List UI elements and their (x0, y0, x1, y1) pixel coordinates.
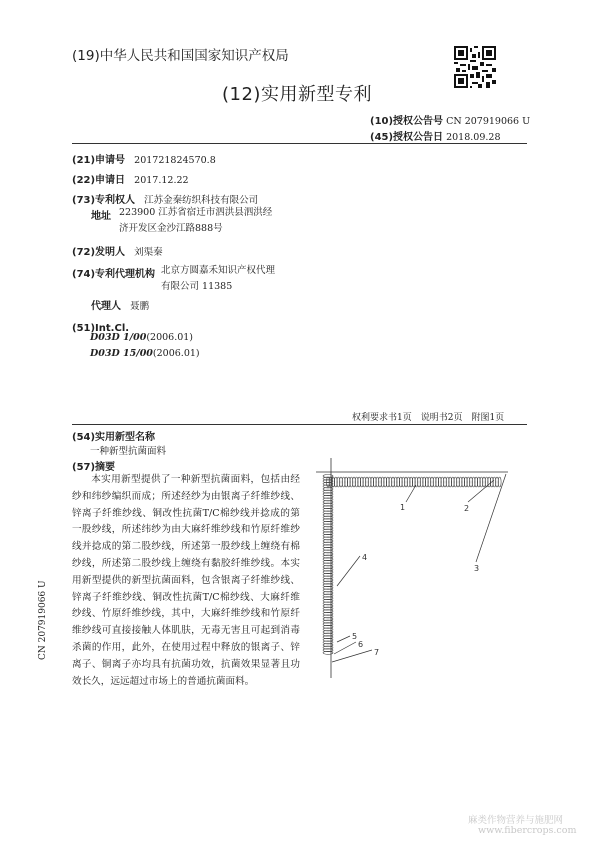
filing-date: 2017.12.22 (134, 175, 189, 186)
patentee-label: (73)专利权人 (72, 195, 136, 206)
int-cl-code: D03D 15/00 (90, 348, 153, 359)
patentee: 江苏金秦纺织科技有限公司 (144, 195, 259, 206)
figure-label-4: 4 (362, 553, 368, 562)
figure-label-5: 5 (352, 632, 358, 641)
filing-date-label: (22)申请日 (72, 175, 126, 186)
int-cl-entry (90, 332, 193, 343)
qr-code-icon (454, 46, 496, 88)
publication-date: 2018.09.28 (446, 132, 501, 143)
address-line-1: 223900 江苏省宿迁市泗洪县泗洪经 (119, 207, 273, 218)
address-line-2: 济开发区金沙江路888号 (119, 223, 223, 234)
address-label: 地址 (91, 211, 111, 222)
figure-label-2: 2 (464, 504, 470, 513)
publication-number-label: (10)授权公告号 (370, 116, 444, 127)
leader-line-1 (406, 485, 416, 502)
utility-model-title: 一种新型抗菌面料 (90, 446, 167, 457)
leader-line-3 (476, 474, 506, 562)
agent-label: 代理人 (91, 301, 121, 312)
int-cl-version: (2006.01) (152, 348, 200, 359)
document-type-title: (12)实用新型专利 (222, 84, 372, 105)
figure-label-6: 6 (358, 640, 364, 649)
header-divider (72, 143, 527, 144)
agency-label: (74)专利代理机构 (72, 269, 156, 280)
leader-line-4 (337, 556, 360, 586)
agent: 聂鹏 (130, 301, 150, 312)
abstract-body (72, 472, 300, 690)
biblio-divider (72, 424, 527, 425)
office-name: (19)中华人民共和国国家知识产权局 (72, 48, 289, 64)
abstract-text: 本实用新型提供了一种新型抗菌面料，包括由经纱和纬纱编织而成；所述经纱为由银离子纤维纱线、锌离子纤维纱线、铜改性抗菌T/C棉纱线并捻成的第一股纱线，所述纬纱为由大麻纤维纱线和竹原纤维纱线并捻成的第二股纱线，所述第一股纱线上缠绕有棉纱线，所述第二股纱线上缠绕有黏胶纤维纱线。本实用新型提供的新型抗菌面料，包含银离子纤维纱线、锌离子纤维纱线、铜改性抗菌T/C棉纱线、大麻纤维纱线、竹原纤维纱线，其中，大麻纤维纱线和竹原纤维纱线可直接接触人体肌肤，无毒无害且可起到消毒杀菌的作用，此外，在使用过程中释放的银离子、锌离子、铜离子亦均具有抗菌功效，抗菌效果显著且功效长久，远远超过市场上的普通抗菌面料。 (72, 474, 300, 687)
int-cl-version: (2006.01) (146, 332, 194, 343)
title-label: (54)实用新型名称 (72, 432, 156, 443)
publication-date-label: (45)授权公告日 (370, 132, 444, 143)
int-cl-code: D03D 1/00 (90, 332, 147, 343)
horizontal-coiled-yarn (327, 477, 502, 487)
side-publication-number: CN 207919066 U (38, 580, 48, 660)
application-number: 201721824570.8 (134, 155, 216, 166)
figure-label-1: 1 (400, 503, 406, 512)
inventor: 刘渠秦 (134, 247, 163, 258)
publication-number: CN 207919066 U (446, 116, 531, 127)
figure-label-3: 3 (474, 564, 480, 573)
agency-line-2: 有限公司 11385 (161, 281, 233, 292)
leader-line-6 (334, 642, 356, 654)
watermark-name: 麻类作物营养与施肥网 (468, 815, 564, 826)
application-number-label: (21)申请号 (72, 155, 126, 166)
vertical-coiled-yarn (323, 475, 333, 655)
figure-label-7: 7 (374, 648, 380, 657)
leader-line-5 (337, 636, 350, 642)
int-cl-label: (51)Int.Cl. (72, 323, 130, 334)
int-cl-entry (90, 348, 200, 359)
inventor-label: (72)发明人 (72, 247, 126, 258)
watermark-url: www.fibercrops.com (478, 825, 577, 836)
abstract-label: (57)摘要 (72, 462, 116, 473)
pages-info: 权利要求书1页 说明书2页 附图1页 (352, 413, 505, 423)
fabric-structure-figure (316, 458, 516, 686)
agency-line-1: 北京方圆嘉禾知识产权代理 (161, 265, 276, 276)
